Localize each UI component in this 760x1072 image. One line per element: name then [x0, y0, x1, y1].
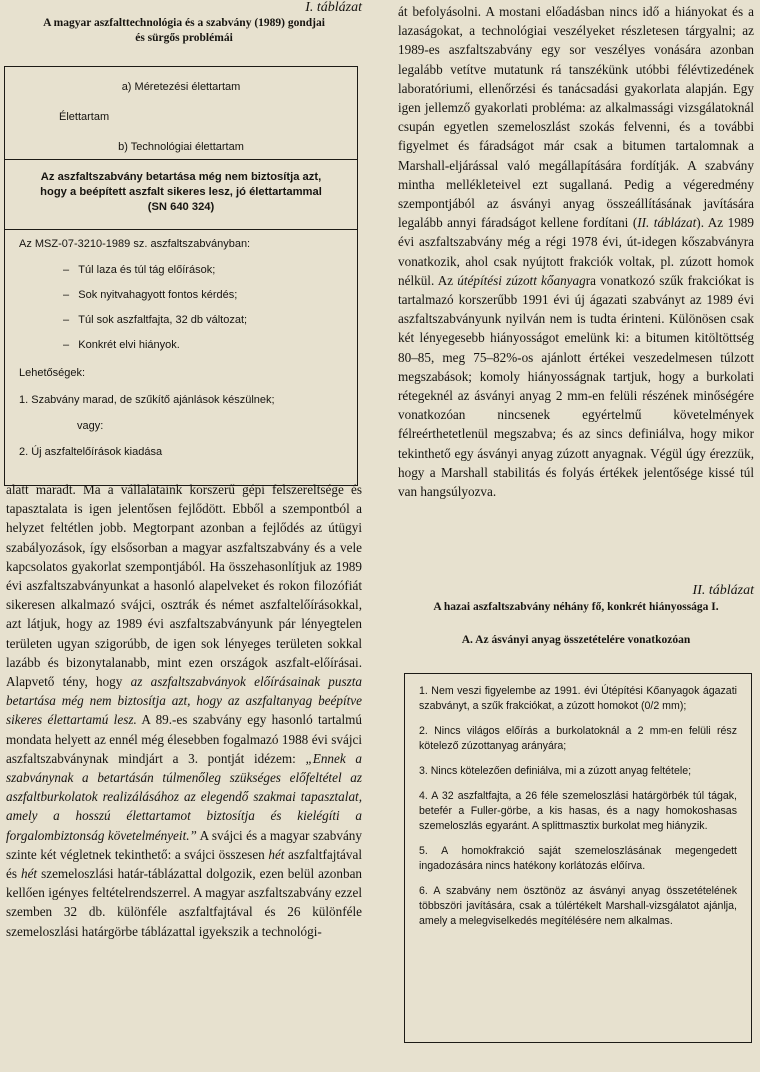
standard-statement — [5, 160, 357, 230]
left-paragraph-5: szemeloszlási határ-táblázattal dolgozik, ezen belül azonban kellően igényes feltételrendszerrel. A magyar aszfaltszabvány ezzel szemben 32 db. különféle aszfaltfajtával és 26 különféle szemeloszlási határgörbe táblázattal igyekszik a technológi- — [6, 866, 363, 939]
right-emphasis-stone: útépítési zúzott kőanyag — [457, 272, 586, 288]
left-emphasis-het-2: hét — [20, 866, 38, 882]
design-lifetime: a) Méretezési élettartam — [121, 81, 241, 93]
left-quote: „Ennek a szabványnak a betartásán túlmenőleg szükséges előfeltétel az aszfaltburkolatok realizálásához az elegendő szakmai tapasztalat, amely a hosszú élettartamot biztosítja és kielégíti a forgalombiztonság követelményeit.” — [6, 750, 363, 843]
left-paragraph-3: A svájci és a magyar szabvány szinte két végletnek tekinthető: a svájci összesen — [6, 827, 362, 862]
standard-statement-line1: Az aszfaltszabvány betartása még nem biztosítja azt, — [40, 171, 322, 183]
problems-intro: Az MSZ-07-3210-1989 sz. aszfaltszabványban: — [19, 238, 251, 250]
lifetime-section — [5, 67, 357, 160]
problem-item: – Túl laza és túl tág előírások; — [63, 264, 216, 276]
deficiency-item: 5. A homokfrakció saját szemeloszlásának megengedett ingadozására nincs hatékony korlátozás előírva. — [419, 845, 737, 872]
options-label: Lehetőségek: — [19, 367, 86, 379]
right-column-text — [398, 2, 754, 501]
problem-item: – Túl sok aszfaltfajta, 32 db változat; — [63, 314, 248, 326]
lifetime-label: Élettartam — [59, 111, 110, 123]
left-emphasis-1: az aszfaltszabványok előírásainak puszta betartása még nem biztosítja azt, hogy az aszfaltanyag beépítve sikeres élettartamú lesz. — [6, 674, 363, 728]
problem-item: – Sok nyitvahagyott fontos kérdés; — [63, 289, 238, 301]
left-paragraph-4: aszfaltfajtával és — [6, 846, 362, 882]
left-paragraph-2: A 89.-es szabvány egy hasonló tartalmú mondata helyett az ennél még élesebben fogalmazó 1988 évi svájci aszfaltszabványnak mindjárt a 3. pontját idézem: — [6, 712, 362, 766]
left-column-text — [6, 480, 362, 941]
right-paragraph-2: ). Az 1989 évi aszfaltszabvány még a régi 1978 évi, út-idegen kőszabványra vonatkozik, ahol csak nyújtott frakciók voltak, pl. zúzott homok nélkül. Az — [398, 215, 754, 288]
right-paragraph: át befolyásolni. A mostani előadásban nincs idő a hiányokat és a lazaságokat, a technológiai veszélyeket részletesen tárgyalni; az 1989-es aszfaltszabvány egy sor veszélyes vonására azonban legalább vetítve mutatunk rá tanszékünk utóbbi félévtizedének laboratóriumi, ellenőrzési és tanácsadási gyakorlata alapján. Egy igen jellemző gyakorlati probléma: az alkalmassági vizsgálatoknál csupán egyetlen szemeloszlást szokás felvenni, és a további figyelmet és fáradságot már csak a bitumen tartalomnak a Marshall-eljárással való megállapítására fordítják. A szabvány mintha mellékleteivel ezt sugallaná. Pedig a végeredmény szempontjából az ásványi anyag összeállításának javítására legalább annyi fáradságot kellene fordítani ( — [398, 4, 754, 231]
table1-box — [4, 66, 358, 486]
table2-subtitle: A. Az ásványi anyag összetételére vonatkozóan — [461, 634, 691, 646]
standard-statement-line2: hogy a beépített aszfalt sikeres lesz, jó élettartammal — [40, 186, 322, 198]
deficiency-item: 6. A szabvány nem ösztönöz az ásványi anyag összetételének többszöri javítására, csak a túlértékelt Marshall-vizsgálatot ajánlja, amely a melegviselkedés megítélésére nem alkalmas. — [419, 885, 737, 927]
table2-label: II. táblázat — [692, 583, 754, 598]
table1-title-line2: és sürgős problémái — [135, 32, 233, 44]
technological-lifetime: b) Technológiai élettartam — [118, 141, 244, 153]
option-2: 2. Új aszfaltelőírások kiadása — [19, 446, 163, 458]
deficiency-item: 1. Nem veszi figyelembe az 1991. évi Útépítési Kőanyagok ágazati szabványt, a szűk frakciókat, a zúzott homokot (0/2 mm); — [419, 685, 737, 712]
left-paragraph: alatt maradt. Ma a vállalataink korszerű gépi felszereltsége és tapasztalata is igen jelentősen fejlődött. Ebből a szempontból a helyzet feltétlen jobb. Megtorpant azonban a fejlődés az útügyi szabályozások, így elsősorban a magyar aszfaltszabvány és a vele kapcsolatos gyakorlat szempontjából. Ha összehasonlítjuk az 1989 évi aszfaltszabványunkat a hasonló alapelveket és rokon filozófiát sikeresen alkalmazó svájci, osztrák és német aszfaltelőírásokkal, azt látjuk, hogy az 1989 évi aszfaltszabványunk pár lényegtelen területen ugyan szigorúbb, de igen sok lényeges területen sokkal lazább és bizonytalanabb, mint ezen országok aszfalt-előírásai. Alapvető tény, hogy — [6, 482, 362, 690]
table2-box — [404, 673, 752, 1043]
deficiency-item: 2. Nincs világos előírás a burkolatoknál a 2 mm-en felüli rész kötelező zúzottanyag arányára; — [419, 725, 737, 752]
table1 — [6, 0, 362, 46]
problem-item: – Konkrét elvi hiányok. — [63, 339, 180, 351]
standard-statement-line3: (SN 640 324) — [147, 201, 215, 213]
deficiency-item: 4. A 32 aszfaltfajta, a 26 féle szemeloszlási határgörbék túl tágak, betefér a Fuller-görbe, a kis hasas, és a nagy homokoshasas szemeloszlás egyaránt. A splittmasztix burkolat meg hiányzik. — [419, 790, 737, 832]
right-paragraph-3: ra vonatkozó szűk frakciókat is tartalmazó korszerűbb 1991 évi új ágazati szabványt az 1989 évi aszfaltszabványunk nyilván nem is tudta érinteni. Különösen csak két lényegesebb hiányosságot emelünk ki: a bitumen kitöltöttség 80–85, meg 75–82%-os ajánlott értékei veszedelmesen túlzott megszabások; komoly hiányosságnak tartjuk, hogy a burkolati rétegeknél az ásványi anyag 2 mm-en felüli részének minőségére vonatkozóan nincsenek egyértelmű követelmények félreérthetetlenül megszabva; és az sincs definiálva, hogy mikor tekinthető egy ásványi anyag zúzott anyagnak. Végül úgy érezzük, hogy a Marshall stabilitás és folyás értékek jelentősége kissé túl van hangsúlyozva. — [398, 272, 754, 500]
left-emphasis-het-1: hét — [268, 846, 285, 862]
table1-label: I. táblázat — [305, 0, 362, 15]
right-table-ref: II. táblázat — [637, 215, 697, 231]
table1-title-line1: A magyar aszfalttechnológia és a szabvány (1989) gondjai — [43, 17, 325, 29]
deficiency-item: 3. Nincs kötelezően definiálva, mi a zúzott anyag feltétele; — [419, 765, 692, 777]
option-or: vagy: — [77, 420, 104, 432]
table2-title: A hazai aszfaltszabvány néhány fő, konkrét hiányossága I. — [433, 601, 719, 613]
option-1: 1. Szabvány marad, de szűkítő ajánlások készülnek; — [19, 394, 275, 406]
standard-problems — [5, 230, 357, 485]
